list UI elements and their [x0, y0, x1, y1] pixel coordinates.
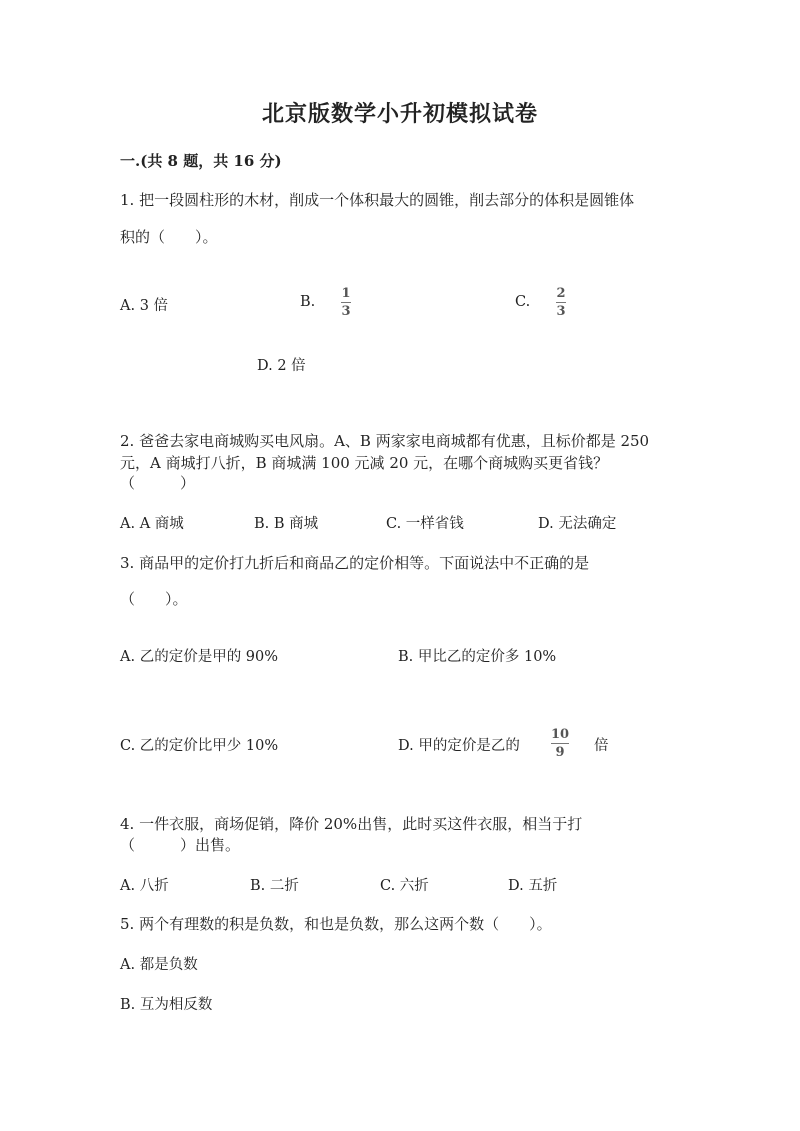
q2-text-line1: 2. 爸爸去家电商城购买电风扇。A、B 两家家电商城都有优惠，且标价都是 250: [120, 432, 650, 450]
q1-option-b-label: B.: [300, 294, 316, 310]
fraction-bar: [341, 302, 351, 303]
q4-text-line1: 4. 一件衣服，商场促销，降价 20%出售，此时买这件衣服，相当于打: [120, 815, 583, 833]
q2-text-line2: 元，A 商城打八折，B 商城满 100 元减 20 元，在哪个商城购买更省钱？: [120, 454, 609, 472]
fraction-numerator: 10: [551, 727, 570, 742]
q4-option-b: B. 二折: [250, 878, 299, 894]
q5-option-a: A. 都是负数: [120, 957, 198, 973]
q1-option-b-fraction: [341, 287, 351, 318]
fraction-bar: [556, 302, 566, 303]
q1-option-a: A. 3 倍: [120, 298, 169, 314]
q4-option-c: C. 六折: [380, 878, 429, 894]
q3-option-a: A. 乙的定价是甲的 90%: [120, 649, 279, 665]
fraction-denominator: 9: [555, 745, 565, 760]
q1-option-c-fraction: [556, 287, 566, 318]
fraction-denominator: 3: [341, 304, 351, 319]
q2-option-b: B. B 商城: [254, 516, 319, 532]
fraction-numerator: 2: [556, 286, 566, 301]
q1-option-d: D. 2 倍: [257, 358, 306, 374]
q3-option-c: C. 乙的定价比甲少 10%: [120, 738, 279, 754]
q3-option-d-fraction: [551, 728, 569, 759]
section-heading: 一.(共 8 题，共 16 分): [120, 152, 282, 170]
q2-option-d: D. 无法确定: [538, 516, 617, 532]
q3-option-d-suffix: 倍: [594, 738, 609, 754]
q2-option-c: C. 一样省钱: [386, 516, 464, 532]
q5-text-line1: 5. 两个有理数的积是负数，和也是负数，那么这两个数（ ）。: [120, 915, 552, 933]
q2-text-line3: （ ）: [120, 474, 196, 492]
q1-text-line1: 1. 把一段圆柱形的木材，削成一个体积最大的圆锥，削去部分的体积是圆锥体: [120, 191, 635, 209]
fraction-bar: [551, 743, 569, 744]
q2-option-a: A. A 商城: [120, 516, 184, 532]
q3-text-line2: （ ）。: [120, 590, 188, 608]
page-title: 北京版数学小升初模拟试卷: [261, 101, 538, 127]
q3-option-b: B. 甲比乙的定价多 10%: [398, 649, 557, 665]
q3-text-line1: 3. 商品甲的定价打九折后和商品乙的定价相等。下面说法中不正确的是: [120, 554, 590, 572]
q4-option-d: D. 五折: [508, 878, 558, 894]
q1-text-line2: 积的（ ）。: [120, 228, 218, 246]
q5-option-b: B. 互为相反数: [120, 997, 213, 1013]
q3-option-d-label: D. 甲的定价是乙的: [398, 738, 520, 754]
q4-option-a: A. 八折: [120, 878, 169, 894]
fraction-denominator: 3: [556, 304, 566, 319]
q1-option-c-label: C.: [515, 294, 531, 310]
q4-text-line2: （ ）出售。: [120, 836, 241, 854]
fraction-numerator: 1: [341, 286, 351, 301]
